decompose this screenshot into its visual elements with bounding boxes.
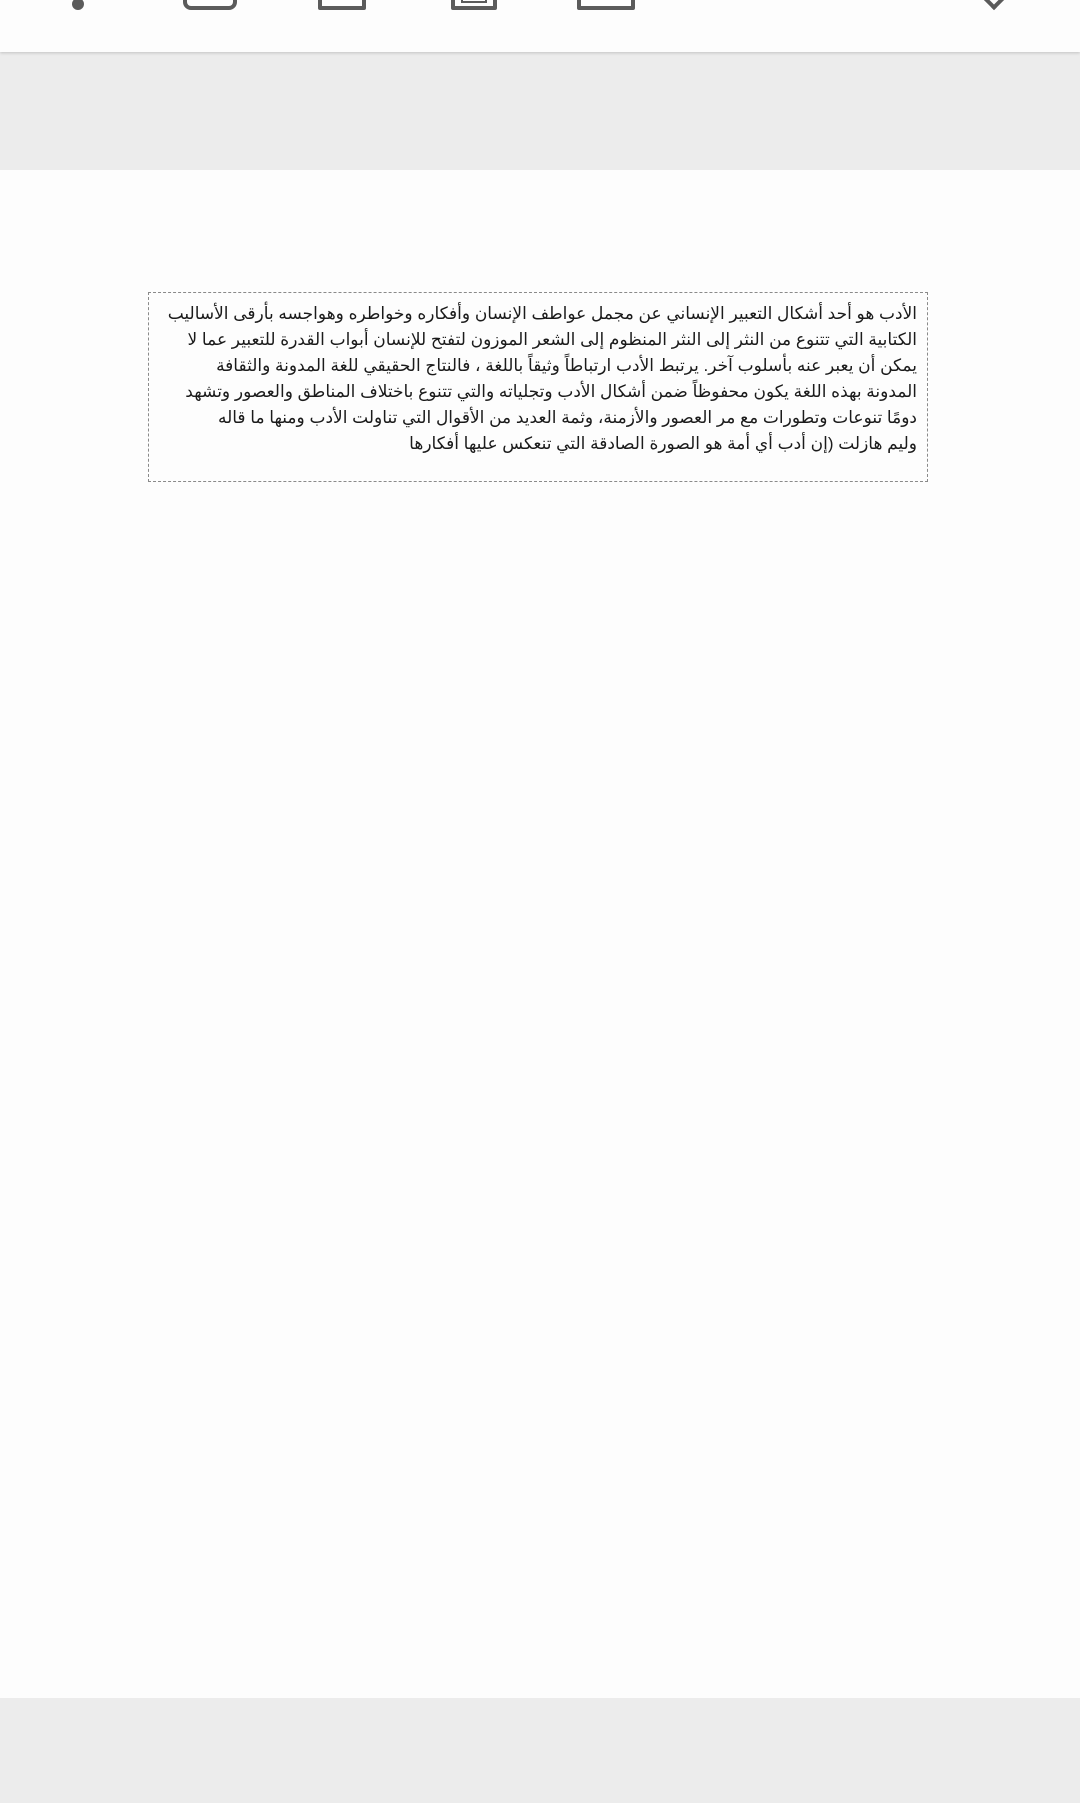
canvas-background-bottom bbox=[0, 1698, 1080, 1803]
paragraph-line: يمكن أن يعبر عنه بأسلوب آخر. يرتبط الأدب ارتباطاً وثيقاً باللغة ، فالنتاج الحقيقي للغة المدونة والثقافة bbox=[216, 356, 917, 375]
text-box[interactable] bbox=[148, 292, 928, 482]
paragraph-line: الأدب هو أحد أشكال التعبير الإنساني عن مجمل عواطف الإنسان وأفكاره وخواطره وهواجسه بأرقى الأساليب bbox=[167, 304, 917, 323]
paragraph-line: دومًا تنوعات وتطورات مع مر العصور والأزمنة، وثمة العديد من الأقوال التي تناولت الأدب ومنها ما قاله bbox=[217, 408, 917, 427]
document-page bbox=[0, 170, 1080, 1698]
wide-rect-icon[interactable] bbox=[577, 0, 635, 10]
paragraph-line: المدونة بهذه اللغة يكون محفوظاً ضمن أشكال الأدب وتجلياته والتي تتنوع باختلاف المناطق والعصور وتشهد bbox=[185, 382, 917, 401]
chevron-right-icon[interactable] bbox=[980, 0, 1008, 10]
canvas-background-top bbox=[0, 52, 1080, 170]
rounded-rect-icon[interactable] bbox=[183, 0, 237, 10]
paragraph-line: الكتابية التي تتنوع من النثر إلى النثر المنظوم إلى الشعر الموزون لتفتح للإنسان أبواب القدرة للتعبير عما لا bbox=[187, 330, 917, 349]
calendar-icon[interactable] bbox=[451, 0, 497, 10]
square-icon[interactable] bbox=[318, 0, 366, 10]
dot-icon[interactable] bbox=[72, 0, 84, 10]
top-toolbar bbox=[0, 0, 1080, 52]
paragraph-line: وليم هازلت (إن أدب أي أمة هو الصورة الصادقة التي تنعكس عليها أفكارها bbox=[409, 434, 917, 453]
